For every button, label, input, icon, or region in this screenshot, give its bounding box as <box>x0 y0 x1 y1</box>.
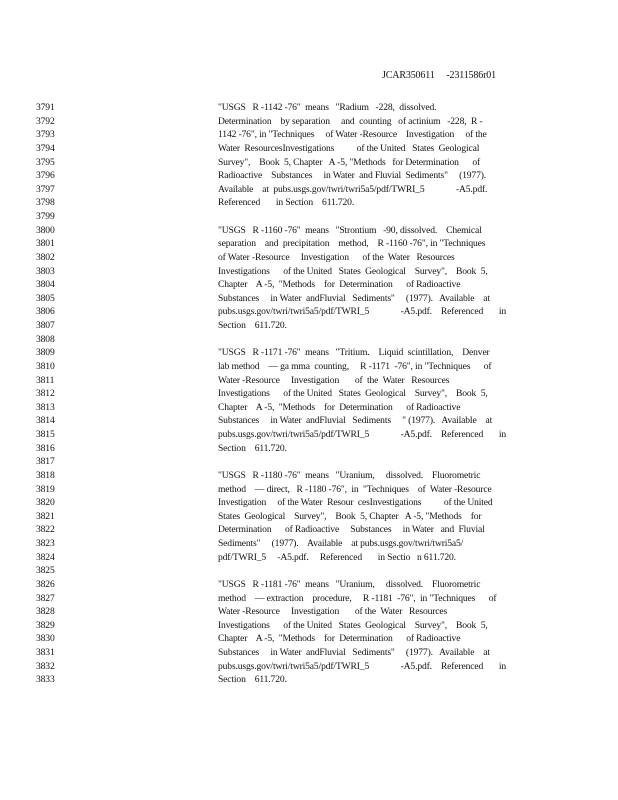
text-line <box>218 455 506 469</box>
text-line: Water ResourcesInvestigations of the United States Geological <box>218 142 480 154</box>
text-line: Investigations of the United States Geological Survey", Book 5, <box>218 265 488 277</box>
line-number: 3799 <box>36 211 55 222</box>
text-line: Investigations of the United States Geological Survey", Book 5, <box>218 619 488 631</box>
text-line <box>218 564 506 578</box>
line-number: 3823 <box>36 538 55 549</box>
text-line: Referenced in Section 611.720. <box>218 197 355 209</box>
line-number: 3812 <box>36 388 55 400</box>
line-number: 3832 <box>36 660 55 672</box>
line-number: 3821 <box>36 510 55 522</box>
text-line: States Geological Survey", Book 5, Chapter A -5, "Methods for <box>218 510 482 522</box>
text-line: Determination by separation and counting of actinium -228, R - <box>218 115 483 127</box>
text-line: Chapter A -5, "Methods for Determination of Radioactive <box>218 401 461 413</box>
line-number: 3820 <box>36 497 55 509</box>
line-number: 3816 <box>36 442 55 454</box>
text-line: Investigations of the United States Geological Survey", Book 5, <box>218 388 488 400</box>
text-line: pubs.usgs.gov/twri/twri5a5/pdf/TWRI_5 -A5.pdf. Referenced in <box>218 429 506 440</box>
line-number: 3814 <box>36 415 55 427</box>
line-number: 3828 <box>36 606 55 618</box>
line-number: 3798 <box>36 197 55 209</box>
line-number: 3796 <box>36 170 55 182</box>
text-line: Section 611.720. <box>218 442 287 454</box>
text-line: Substances in Water andFluvial Sediments" (1977). Available at <box>218 647 490 658</box>
line-number: 3797 <box>36 183 55 195</box>
text-line: "USGS R -1181 -76" means "Uranium, dissolved. Fluorometric <box>218 578 481 590</box>
text-line: Chapter A -5, "Methods for Determination of Radioactive <box>218 279 461 291</box>
text-line: Section 611.720. <box>218 320 287 331</box>
text-line: Chapter A -5, "Methods for Determination of Radioactive <box>218 633 461 645</box>
text-line: Water -Resource Investigation of the Water Resources <box>218 606 448 618</box>
line-number: 3810 <box>36 360 55 372</box>
text-line: separation and precipitation method, R -1160 -76", in "Techniques <box>218 238 486 250</box>
line-number: 3806 <box>36 306 55 318</box>
line-number: 3803 <box>36 265 55 277</box>
line-number: 3815 <box>36 429 55 440</box>
text-line: of Water -Resource Investigation of the Water Resources <box>218 251 455 263</box>
text-line: Investigation of the Water Resour cesInvestigations of the United <box>218 497 493 509</box>
text-line: Substances in Water andFluvial Sediments" (1977). Available at <box>218 292 490 304</box>
line-number: 3791 <box>36 102 55 113</box>
line-number: 3824 <box>36 551 55 563</box>
text-line: Sediments" (1977). Available at pubs.usgs.gov/twri/twri5a5/ <box>218 538 464 549</box>
line-number: 3801 <box>36 238 55 250</box>
text-line: "USGS R -1142 -76" means "Radium -228, dissolved. <box>218 102 437 113</box>
line-number: 3813 <box>36 401 55 413</box>
line-number: 3808 <box>36 333 55 345</box>
text-line: Section 611.720. <box>218 674 287 686</box>
text-line: lab method — ga mma counting, R -1171 -76", in "Techniques of <box>218 360 492 372</box>
line-number: 3822 <box>36 524 55 536</box>
line-number: 3833 <box>36 674 55 686</box>
text-line <box>218 333 506 347</box>
text-line: method — direct, R -1180 -76", in "Techniques of Water -Resource <box>218 483 492 495</box>
line-number: 3831 <box>36 647 55 658</box>
line-number: 3827 <box>36 592 55 604</box>
line-number: 3792 <box>36 115 55 127</box>
text-line: pubs.usgs.gov/twri/twri5a5/pdf/TWRI_5 -A5.pdf. Referenced in <box>218 660 506 672</box>
text-line: Radioactive Substances in Water and Fluvial Sediments" (1977). <box>218 170 487 182</box>
line-number: 3817 <box>36 456 55 468</box>
line-number-column <box>36 101 55 687</box>
line-number: 3807 <box>36 320 55 331</box>
text-line: Survey", Book 5, Chapter A -5, "Methods for Determination of <box>218 156 481 168</box>
line-number: 3802 <box>36 251 55 263</box>
text-line: 1142 -76", in "Techniques of Water -Resource Investigation of the <box>218 129 487 141</box>
text-line: "USGS R -1180 -76" means "Uranium, dissolved. Fluorometric <box>218 469 481 481</box>
line-number: 3794 <box>36 142 55 154</box>
line-number: 3818 <box>36 469 55 481</box>
text-line: "USGS R -1171 -76" means "Tritium. Liquid scintillation, Denver <box>218 347 490 359</box>
line-number: 3804 <box>36 279 55 291</box>
text-line: method — extraction procedure, R -1181 -76", in "Techniques of <box>218 592 497 604</box>
line-number: 3795 <box>36 156 55 168</box>
line-number: 3793 <box>36 129 55 141</box>
line-number: 3826 <box>36 578 55 590</box>
line-number: 3830 <box>36 633 55 645</box>
text-line: Substances in Water andFluvial Sediments " (1977). Available at <box>218 415 493 427</box>
text-line: Determination of Radioactive Substances in Water and Fluvial <box>218 524 485 536</box>
line-number: 3819 <box>36 483 55 495</box>
text-line: pubs.usgs.gov/twri/twri5a5/pdf/TWRI_5 -A5.pdf. Referenced in <box>218 306 506 318</box>
text-line: Available at pubs.usgs.gov/twri/twri5a5/pdf/TWRI_5 -A5.pdf. <box>218 183 488 195</box>
text-line: pdf/TWRI_5 -A5.pdf. Referenced in Sectio n 611.720. <box>218 551 456 563</box>
line-number: 3809 <box>36 347 55 359</box>
text-line: Water -Resource Investigation of the Water Resources <box>218 374 450 386</box>
line-number: 3805 <box>36 292 55 304</box>
document-body <box>218 101 506 687</box>
line-number: 3829 <box>36 619 55 631</box>
text-line: "USGS R -1160 -76" means "Strontium -90, dissolved. Chemical <box>218 224 482 236</box>
line-number: 3811 <box>36 374 55 386</box>
line-number: 3825 <box>36 565 55 577</box>
text-line <box>218 210 506 224</box>
document-id-header: JCAR350611 -2311586r01 <box>382 70 496 81</box>
line-number: 3800 <box>36 224 55 236</box>
